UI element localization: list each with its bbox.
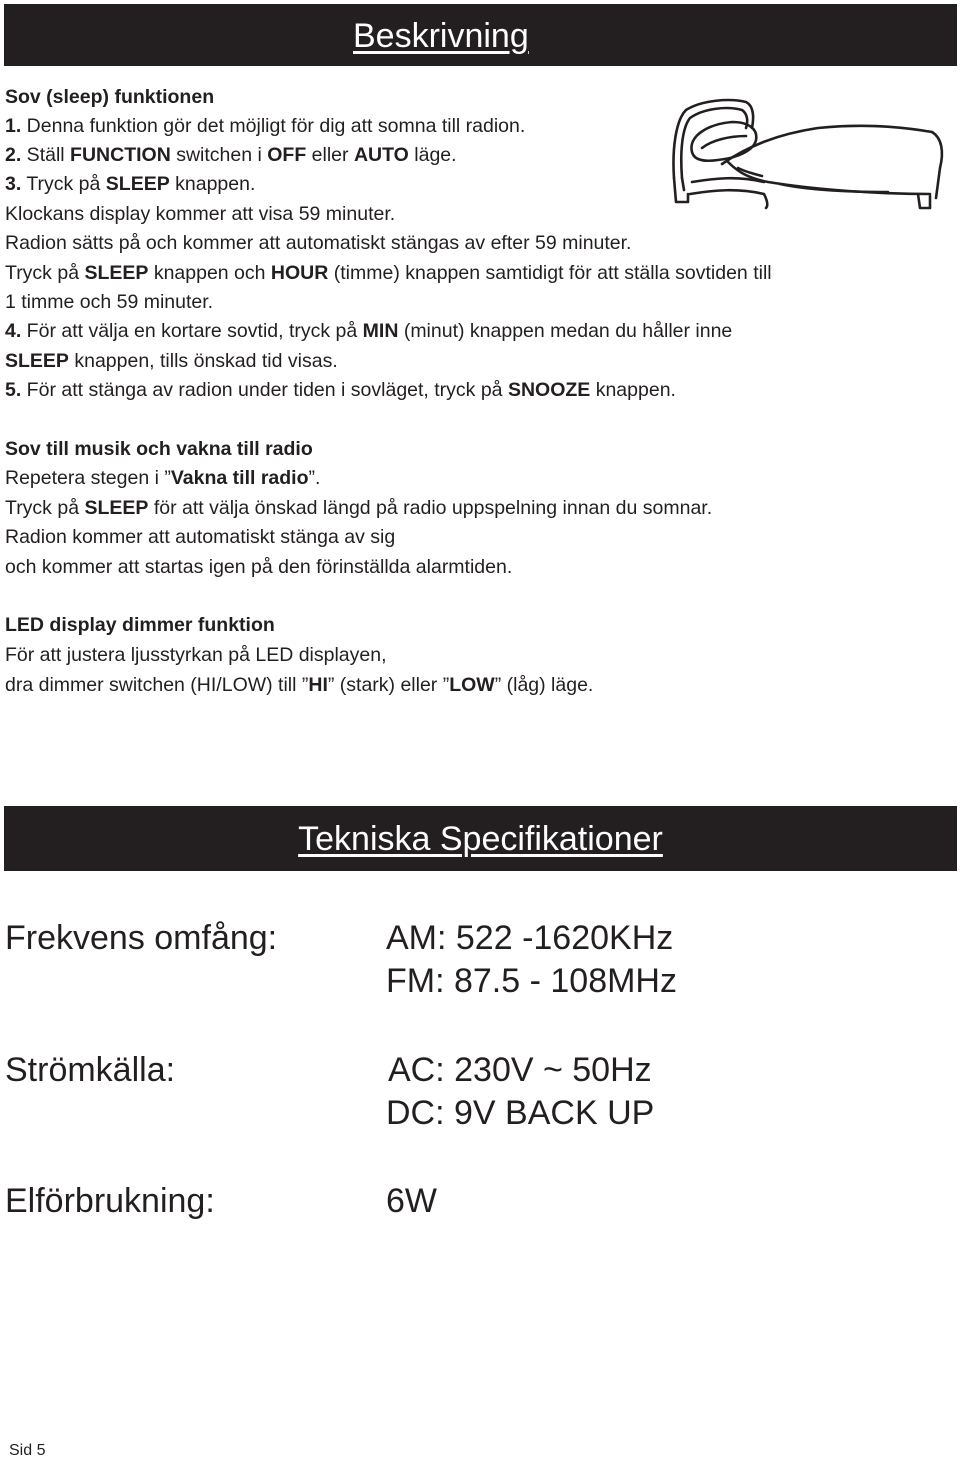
sleep-step-4: 4. För att välja en kortare sovtid, tryck på MIN (minut) knappen medan du håller inne <box>5 320 733 342</box>
music-line-1: Repetera stegen i ”Vakna till radio”. <box>5 467 321 489</box>
specs-title: Tekniska Specifikationer <box>298 819 663 858</box>
music-heading: Sov till musik och vakna till radio <box>5 438 313 460</box>
music-line-3: Radion kommer att automatiskt stänga av sig <box>5 526 396 548</box>
sleep-step-1: 1. Denna funktion gör det möjligt för dig att somna till radion. <box>5 115 526 137</box>
sleep-heading: Sov (sleep) funktionen <box>5 86 215 108</box>
music-line-4: och kommer att startas igen på den förinställda alarmtiden. <box>5 556 513 578</box>
sleep-step-4-cont: SLEEP knappen, tills önskad tid visas. <box>5 350 338 372</box>
section-banner-specs <box>4 806 957 871</box>
spec-consumption-label: Elförbrukning: <box>5 1182 215 1220</box>
dimmer-line-1: För att justera ljusstyrkan på LED displayen, <box>5 644 387 666</box>
page-title: Beskrivning <box>353 17 529 55</box>
spec-power-label: Strömkälla: <box>5 1051 176 1089</box>
bed-icon <box>668 98 948 210</box>
spec-frequency-fm: FM: 87.5 - 108MHz <box>386 962 677 1000</box>
sleep-radio-line: Radion sätts på och kommer att automatiskt stängas av efter 59 minuter. <box>5 232 632 254</box>
spec-power-dc: DC: 9V BACK UP <box>386 1094 655 1132</box>
spec-frequency-am: AM: 522 -1620KHz <box>386 919 674 957</box>
sleep-hour-line-2: 1 timme och 59 minuter. <box>5 291 214 313</box>
dimmer-heading: LED display dimmer funktion <box>5 614 275 636</box>
page-number: Sid 5 <box>9 1442 46 1459</box>
spec-frequency-label: Frekvens omfång: <box>5 919 278 957</box>
sleep-step-2: 2. Ställ FUNCTION switchen i OFF eller AUTO läge. <box>5 144 457 166</box>
sleep-hour-line: Tryck på SLEEP knappen och HOUR (timme) knappen samtidigt för att ställa sovtiden till <box>5 262 772 284</box>
spec-consumption-value: 6W <box>386 1182 437 1220</box>
sleep-display-line: Klockans display kommer att visa 59 minuter. <box>5 203 396 225</box>
music-line-2: Tryck på SLEEP för att välja önskad längd på radio uppspelning innan du somnar. <box>5 497 713 519</box>
sleep-step-5: 5. För att stänga av radion under tiden i sovläget, tryck på SNOOZE knappen. <box>5 379 676 401</box>
dimmer-line-2: dra dimmer switchen (HI/LOW) till ”HI” (stark) eller ”LOW” (låg) läge. <box>5 674 594 696</box>
sleep-step-3: 3. Tryck på SLEEP knappen. <box>5 173 256 195</box>
spec-power-ac: AC: 230V ~ 50Hz <box>388 1051 652 1089</box>
section-banner-beskrivning <box>4 4 957 66</box>
